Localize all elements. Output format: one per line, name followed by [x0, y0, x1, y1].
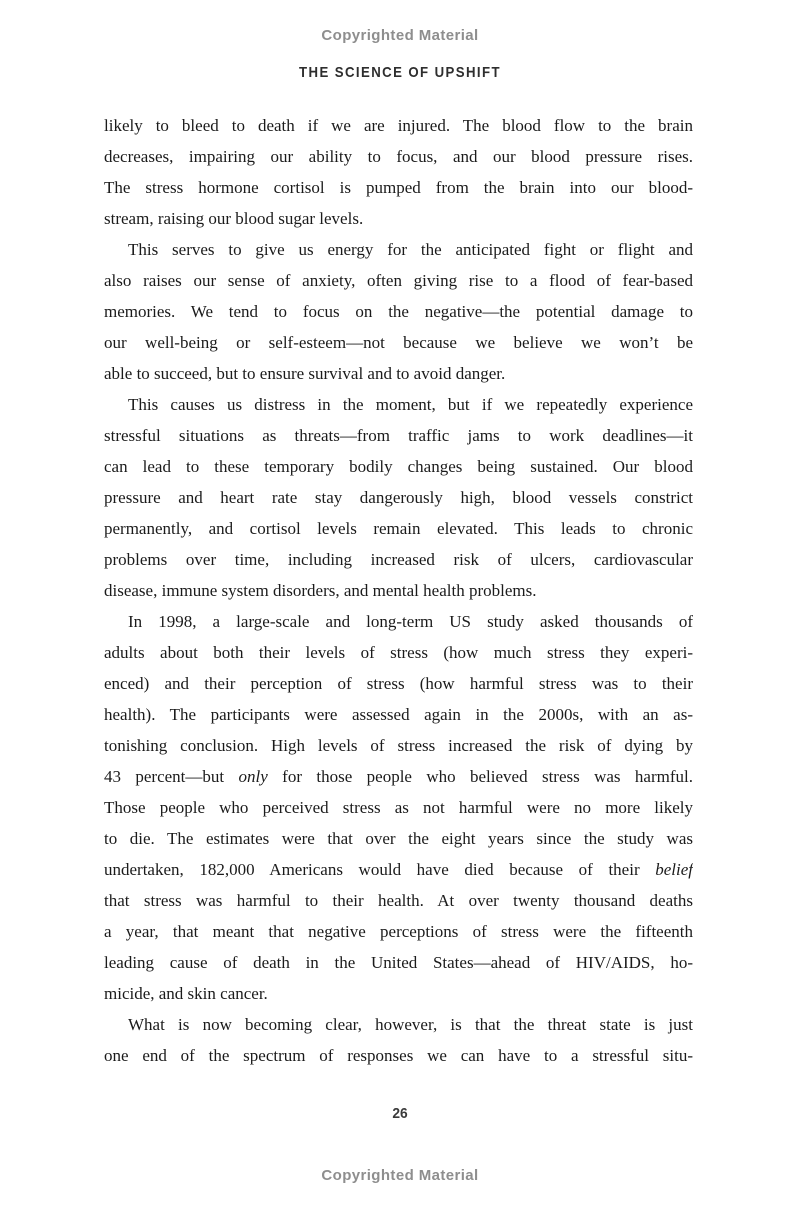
- page-number: 26: [392, 1105, 408, 1122]
- text-line: tonishing conclusion. High levels of stress increased the risk of dying by: [104, 736, 693, 755]
- text-line: enced) and their perception of stress (how harmful stress was to their: [104, 674, 693, 693]
- text-line: health). The participants were assessed again in the 2000s, with an as-: [104, 705, 693, 724]
- text-line: permanently, and cortisol levels remain elevated. This leads to chronic: [104, 519, 693, 538]
- text-line: stressful situations as threats—from traffic jams to work deadlines—it: [104, 426, 693, 445]
- paragraph: [104, 389, 693, 606]
- text-line: decreases, impairing our ability to focus, and our blood pressure rises.: [104, 147, 693, 166]
- text-line: our well-being or self-esteem—not because we believe we won’t be: [104, 333, 693, 352]
- text-line: adults about both their levels of stress (how much stress they experi-: [104, 643, 693, 662]
- text-line: also raises our sense of anxiety, often giving rise to a flood of fear-based: [104, 271, 693, 290]
- body-text: [104, 110, 693, 1071]
- text-line: leading cause of death in the United States—ahead of HIV/AIDS, ho-: [104, 953, 693, 972]
- text-line: to die. The estimates were that over the eight years since the study was: [104, 829, 693, 848]
- running-header: THE SCIENCE OF UPSHIFT: [299, 64, 501, 81]
- text-line: stream, raising our blood sugar levels.: [104, 209, 364, 228]
- paragraph: [104, 234, 693, 389]
- text-line: one end of the spectrum of responses we can have to a stressful situ-: [104, 1046, 693, 1065]
- paragraph: [104, 606, 693, 1009]
- text-line: disease, immune system disorders, and mental health problems.: [104, 581, 537, 600]
- paragraph: [104, 110, 693, 234]
- text-line: pressure and heart rate stay dangerously high, blood vessels constrict: [104, 488, 693, 507]
- text-line: undertaken, 182,000 Americans would have died because of their belief: [104, 860, 693, 879]
- text-line: Those people who perceived stress as not harmful were no more likely: [104, 798, 693, 817]
- text-line: able to succeed, but to ensure survival and to avoid danger.: [104, 364, 506, 383]
- text-line: 43 percent—but only for those people who believed stress was harmful.: [104, 767, 693, 786]
- text-line: can lead to these temporary bodily changes being sustained. Our blood: [104, 457, 693, 476]
- paragraph: [104, 1009, 693, 1071]
- text-line: that stress was harmful to their health. At over twenty thousand deaths: [104, 891, 693, 910]
- copyright-watermark-top: Copyrighted Material: [321, 27, 479, 44]
- text-line: memories. We tend to focus on the negative—the potential damage to: [104, 302, 693, 321]
- copyright-watermark-bottom: Copyrighted Material: [321, 1167, 479, 1184]
- text-line: problems over time, including increased risk of ulcers, cardiovascular: [104, 550, 693, 569]
- text-line: The stress hormone cortisol is pumped from the brain into our blood-: [104, 178, 693, 197]
- text-line: What is now becoming clear, however, is that the threat state is just: [128, 1015, 693, 1034]
- text-line: In 1998, a large-scale and long-term US study asked thousands of: [128, 612, 693, 631]
- text-line: likely to bleed to death if we are injured. The blood flow to the brain: [104, 116, 693, 135]
- text-line: a year, that meant that negative perceptions of stress were the fifteenth: [104, 922, 693, 941]
- text-line: This causes us distress in the moment, but if we repeatedly experience: [128, 395, 693, 414]
- text-line: This serves to give us energy for the anticipated fight or flight and: [128, 240, 693, 259]
- text-line: micide, and skin cancer.: [104, 984, 268, 1003]
